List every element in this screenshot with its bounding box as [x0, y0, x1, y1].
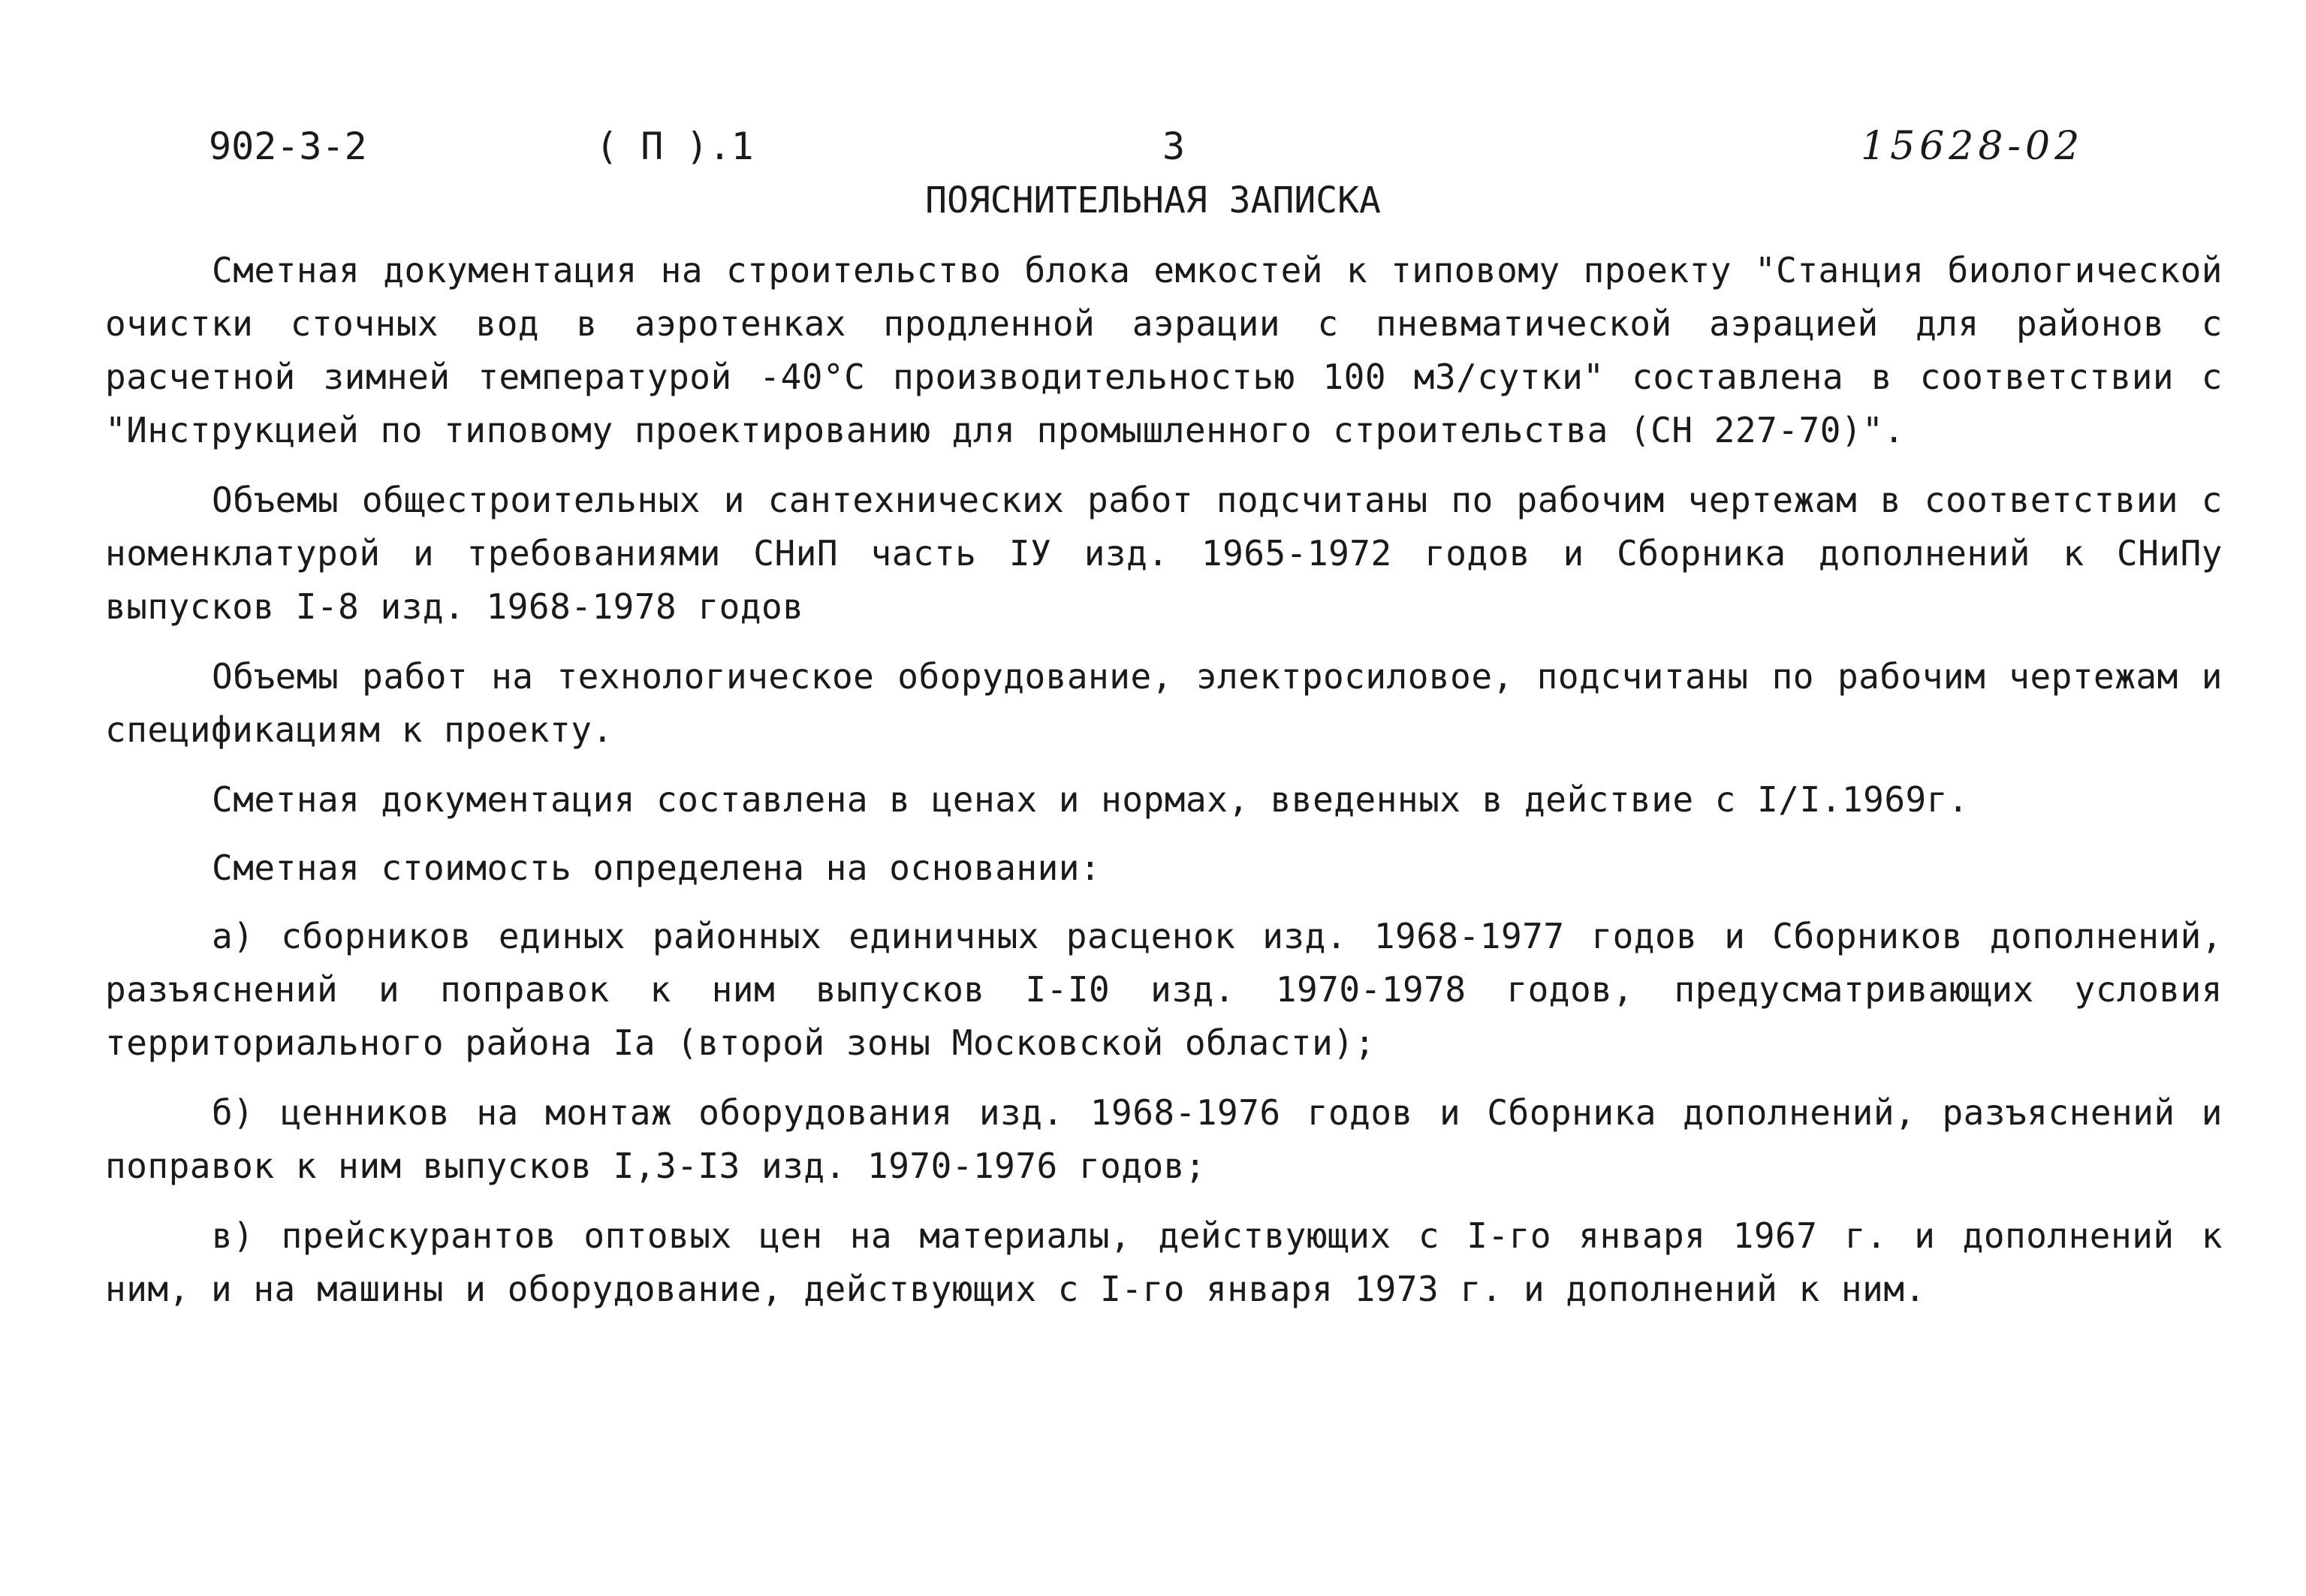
- paragraph-intro: Сметная документация на строительство блока емкостей к типовому проекту "Станция биологической очистки сточных вод в аэротенках продленной аэрации с пневматической аэрацией для районов с расчетной зимней температурой -40°С производительностью 100 м3/сутки" составлена в соответствии с "Инструкцией по типовому проектированию для промышленного строительства (СН 227-70)".: [105, 250, 2223, 450]
- paragraph-basis: Сметная стоимость определена на основании:: [212, 848, 1102, 888]
- document-title: ПОЯСНИТЕЛЬНАЯ ЗАПИСКА: [925, 179, 1381, 221]
- paragraph-item-b: б) ценников на монтаж оборудования изд. 1968-1976 годов и Сборника дополнений, разъяснений и поправок к ним выпусков I,3-I3 изд. 1970-1976 годов;: [105, 1092, 2223, 1186]
- handwritten-number: 15628-02: [1861, 124, 2084, 169]
- document-code: 902-3-2: [209, 125, 367, 168]
- paragraph-prices: Сметная документация составлена в ценах и нормах, введенных в действие с I/I.1969г.: [212, 779, 1970, 820]
- paragraph-item-c: в) прейскурантов оптовых цен на материалы, действующих с I-го января 1967 г. и дополнений к ним, и на машины и оборудование, действующих с I-го января 1973 г. и дополнений к ним.: [105, 1215, 2223, 1309]
- page-header: [0, 120, 2306, 173]
- document-body: [105, 244, 2223, 1333]
- paragraph-item-a: а) сборников единых районных единичных расценок изд. 1968-1977 годов и Сборников дополнений, разъяснений и поправок к ним выпусков I-I0 изд. 1970-1978 годов, предусматривающих условия территориального района Iа (второй зоны Московской области);: [105, 916, 2223, 1063]
- page-number: 3: [1162, 125, 1186, 168]
- paragraph-volumes-equipment: Объемы работ на технологическое оборудование, электросиловое, подсчитаны по рабочим чертежам и спецификациям к проекту.: [105, 656, 2223, 750]
- document-part: ( П ).1: [595, 125, 754, 168]
- paragraph-volumes-construction: Объемы общестроительных и сантехнических работ подсчитаны по рабочим чертежам в соответствии с номенклатурой и требованиями СНиП часть IУ изд. 1965-1972 годов и Сборника дополнений к СНиПу выпусков I-8 изд. 1968-1978 годов: [105, 480, 2223, 627]
